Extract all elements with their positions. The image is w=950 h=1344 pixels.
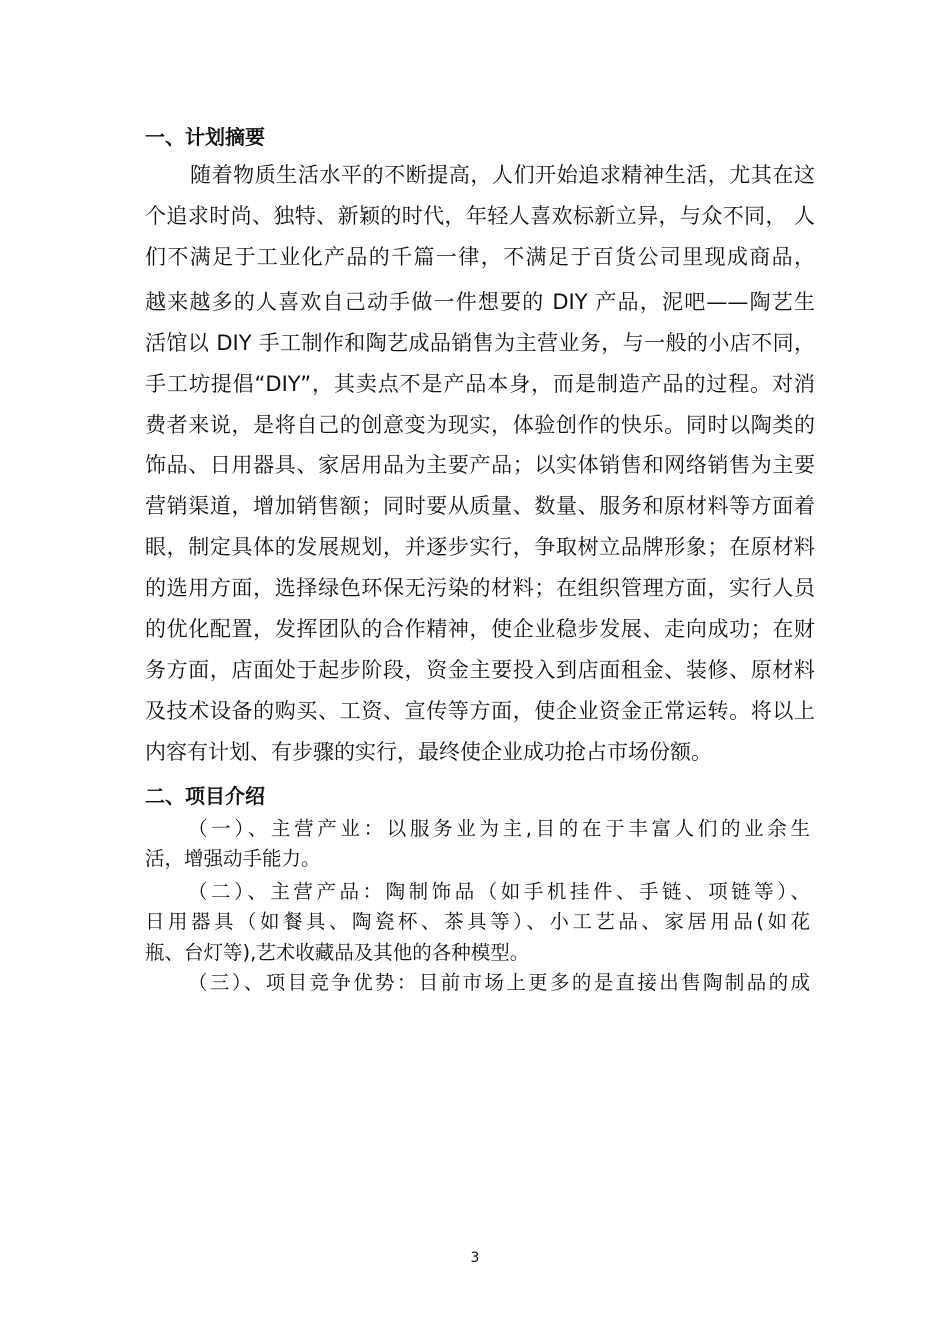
paragraph-line: 营销渠道，增加销售额；同时要从质量、数量、服务和原材料等方面着 [145, 494, 815, 518]
paragraph-line: 瓶、台灯等),艺术收藏品及其他的各种模型。 [145, 941, 530, 964]
paragraph-line: 饰品、日用器具、家居用品为主要产品；以实体销售和网络销售为主要 [145, 453, 815, 477]
paragraph-line: 随着物质生活水平的不断提高，人们开始追求精神生活，尤其在这 [190, 163, 815, 187]
page-number: 3 [470, 1250, 480, 1266]
paragraph-line: 们不满足于工业化产品的千篇一律，不满足于百货公司里现成商品， [145, 245, 815, 269]
paragraph-line: （三）、项目竞争优势：目前市场上更多的是直接出售陶制品的成 [188, 971, 810, 994]
paragraph-line: 越来越多的人喜欢自己动手做一件想要的 DIY 产品，泥吧——陶艺生 [145, 290, 815, 314]
paragraph-line: （二）、主营产品：陶制饰品（如手机挂件、手链、项链等）、 [188, 880, 810, 903]
paragraph-line: 日用器具（如餐具、陶瓷杯、茶具等）、小工艺品、家居用品(如花 [145, 910, 810, 933]
section-1-heading: 一、计划摘要 [145, 125, 265, 149]
paragraph-line: 内容有计划、有步骤的实行，最终使企业成功抢占市场份额。 [145, 740, 712, 764]
paragraph-line: 及技术设备的购买、工资、宣传等方面，使企业资金正常运转。将以上 [145, 699, 815, 723]
paragraph-line: 个追求时尚、独特、新颖的时代，年轻人喜欢标新立异，与众不同， 人 [145, 204, 815, 228]
paragraph-line: 的优化配置，发挥团队的合作精神，使企业稳步发展、走向成功；在财 [145, 617, 815, 641]
paragraph-line: 务方面，店面处于起步阶段，资金主要投入到店面租金、装修、原材料 [145, 658, 815, 682]
paragraph-line: （一）、主营产业：以服务业为主,目的在于丰富人们的业余生 [188, 817, 810, 840]
section-2-heading: 二、项目介绍 [145, 784, 265, 808]
paragraph-line: 活，增强动手能力。 [145, 847, 321, 870]
paragraph-line: 眼，制定具体的发展规划，并逐步实行，争取树立品牌形象；在原材料 [145, 535, 815, 559]
paragraph-line: 手工坊提倡“DIY”，其卖点不是产品本身，而是制造产品的过程。对消 [145, 372, 815, 396]
paragraph-line: 活馆以 DIY 手工制作和陶艺成品销售为主营业务，与一般的小店不同， [145, 331, 815, 355]
paragraph-line: 费者来说，是将自己的创意变为现实，体验创作的快乐。同时以陶类的 [145, 413, 815, 437]
paragraph-line: 的选用方面，选择绿色环保无污染的材料；在组织管理方面，实行人员 [145, 576, 815, 600]
